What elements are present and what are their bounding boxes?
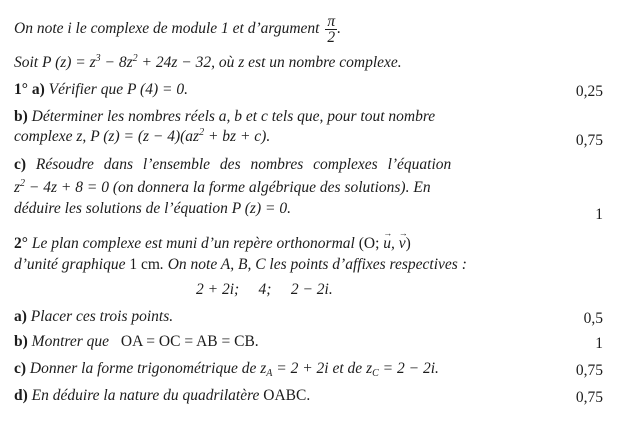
question-2b: b) Montrer que OA = OC = AB = CB. <box>14 333 259 350</box>
vector-u: u → <box>383 234 391 254</box>
question-number: 1° <box>14 81 28 98</box>
fraction-denominator: 2 <box>327 29 336 46</box>
points-2b: 1 <box>595 335 603 352</box>
points-1c: 1 <box>595 206 603 223</box>
question-1b-line-2: complexe z, P $(z) = (z - 4)(az^2$ + bz + c). <box>14 127 271 145</box>
question-2-line-2: d’unité graphique 1 cm. On note A, B, C les points d’affixes respectives : <box>14 256 467 273</box>
question-letter: b) <box>14 108 28 125</box>
question-number: 2° <box>14 235 28 252</box>
question-2-line-1: 2° Le plan complexe est muni d’un repère orthonormal (O; u →, v →) <box>14 234 411 254</box>
question-1a: 1° a) Vérifier que P (4) = 0. <box>14 81 188 98</box>
points-2c: 0,75 <box>575 362 603 379</box>
vector-v: v → <box>399 234 406 254</box>
affixes-list: 2 + 2i; 4; 2 − 2i. <box>196 281 333 298</box>
question-1c-line-3: déduire les solutions de l’équation P (z) = 0. <box>14 200 291 217</box>
question-2a: a) Placer ces trois points. <box>14 308 174 325</box>
question-1c-line-1: c) Résoudre dans l’ensemble des nombres complexes l’équation <box>14 156 452 173</box>
intro-line: On note i le complexe de module 1 et d’argument $\frac{\pi}{2}$ . <box>14 13 341 46</box>
question-letter: c) <box>14 360 27 377</box>
points-2d: 0,75 <box>575 389 603 406</box>
question-1b-line-1: b) Déterminer les nombres réels a, b et c tels que, pour tout nombre <box>14 108 436 125</box>
pi-over-2-fraction <box>325 14 337 45</box>
question-letter: b) <box>14 333 28 350</box>
question-letter: c) <box>14 156 27 173</box>
points-1b: 0,75 <box>575 132 603 149</box>
polynomial-definition: Soit P $(z) = z^3 - 8z^2 + 24z - 32$, où z est un nombre complexe. <box>14 53 402 71</box>
question-letter: d) <box>14 387 28 404</box>
points-1a: 0,25 <box>575 83 603 100</box>
question-2c: c) Donner la forme trigonométrique de $z_A = 2 + 2i$ et de $z_C = 2 - 2i$. <box>14 360 439 379</box>
intro-text: On note i le complexe de module 1 et d’argument <box>14 20 320 38</box>
question-letter: a) <box>14 308 27 325</box>
fraction-numerator: π <box>327 13 336 30</box>
question-1c-line-2: $z^2 - 4z + 8 = 0$ (on donnera la forme algébrique des solutions). En <box>14 178 431 196</box>
question-letter: a) <box>31 81 45 98</box>
question-2d: d) En déduire la nature du quadrilatère OABC. <box>14 387 311 404</box>
points-2a: 0,5 <box>583 310 603 327</box>
